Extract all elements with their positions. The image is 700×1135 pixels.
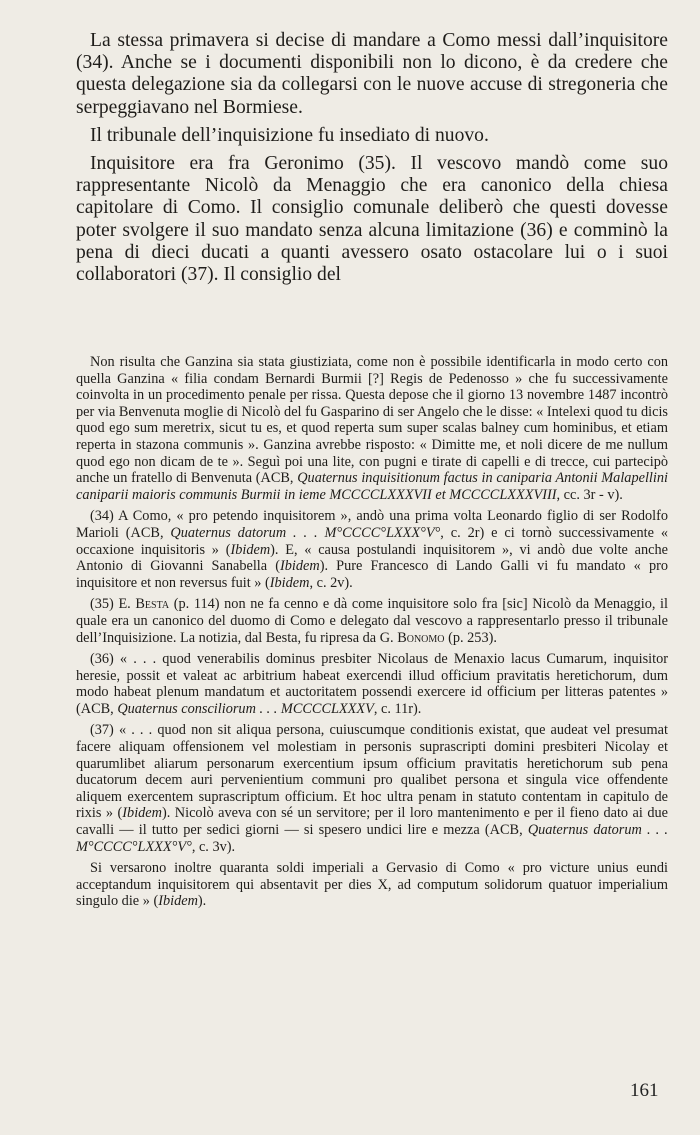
footnote-source-title: Quaternus datorum . . . M°CCCC°LXXX°V°	[170, 524, 441, 541]
footnote-source-title: Quaternus consciliorum . . . MCCCCLXXXV	[117, 700, 374, 717]
footnote-text: ). Nicolò aveva con sé un servitore; per il loro mantenimento e per il fieno dato ai due cavalli — il tutto per sedici giorni — si spesero undici lire e mezza (ACB,	[76, 805, 668, 839]
footnote-author: Besta	[135, 596, 170, 613]
footnote-text: (p. 114) non ne fa cenno e dà come inquisitore solo fra [sic] Nicolò da Menaggio, il quale era un canonico del duomo di Como e delegato dal vescovo a rappresentarlo presso il tribunale dell’Inquisizione. La notizia, dal Besta, fu ripresa da G.	[76, 596, 668, 646]
footnote-text: (34) A Como, « pro petendo inquisitorem », andò una prima volta Leonardo figlio di ser Rodolfo Marioli (ACB,	[76, 508, 668, 541]
footnotes	[76, 354, 668, 910]
footnote-text: ). E, « causa postulandi inquisitorem », vi andò due volte anche Antonio di Giovanni Sanabella (	[76, 541, 668, 575]
footnote-ibidem: Ibidem	[122, 805, 162, 822]
footnote-37-continued	[76, 860, 668, 910]
paragraph-2: Il tribunale dell’inquisizione fu insediato di nuovo.	[90, 124, 489, 146]
page-number: 161	[630, 1080, 659, 1101]
footnote-source-title: Quaternus datorum . . . M°CCCC°LXXX°V°	[76, 822, 668, 855]
footnote-ibidem: Ibidem	[279, 558, 320, 575]
footnote-37	[76, 722, 668, 855]
footnote-text: (p. 253).	[444, 629, 497, 646]
footnote-34	[76, 508, 668, 591]
footnote-ibidem: Ibidem	[269, 574, 310, 591]
footnote-text: ).	[197, 893, 207, 910]
footnote-text: , c. 11r).	[373, 700, 422, 717]
main-text	[76, 30, 668, 286]
footnote-text: (35) E.	[90, 596, 136, 613]
footnote-35	[76, 596, 668, 646]
footnote-text: , c. 2v).	[309, 574, 353, 591]
footnote-source-title: Quaternus inquisitionum factus in caniparia Antonii Malapellini caniparii maioris communis Burmii in ieme MCCCCLXXXVII et MCCCCLXXXVIII	[76, 470, 668, 503]
footnote-ibidem: Ibidem	[158, 893, 198, 910]
footnote-text: , c. 3v).	[191, 838, 236, 855]
footnote-text: , c. 2r) e ci tornò successivamente « occaxione inquisitoris » (	[76, 524, 669, 558]
footnote-author: Bonomo	[397, 629, 445, 646]
footnote-text: Non risulta che Ganzina sia stata giustiziata, come non è possibile identificarla in modo certo con quella Ganzina « filia condam Bernardi Burmii [?] Regis de Pedenosso » che fu successivamente coinvolta in un procedimento penale per rissa. Questa depose che il giorno 13 novembre 1487 incontrò per via Benvenuta moglie di Nicolò del fu Gasparino di ser Angelo che le disse: « Intelexi quod tu dicis quod ego sum meretrix, sicut tu es, et quod reperta sum super scalas balney cum hominibus, et etiam reperta in stazona communis ». Ganzina avrebbe risposto: « Dimitte me, et noli dicere de me nullum quod ego non dicam de te ». Seguì poi una lite, con pugni e tirate di capelli e di trecce, cui partecipò anche un fratello di Benvenuta (ACB,	[76, 354, 668, 487]
paragraph-1: La stessa primavera si decise di mandare a Como messi dall’inquisitore (34). Anche se i documenti disponibili non lo dicono, è da credere che questa delegazione sia da collegarsi con le nuove accuse di stregoneria che serpeggiavano nel Bormiese.	[76, 30, 668, 118]
footnote-text: (36) « . . . quod venerabilis dominus presbiter Nicolaus de Menaxio lacus Cumarum, inquisitor heresie, possit et valeat ac arbitrium habeat exercendi illud officium pravitatis heretichorum, dum modo habeat plenum mandatum et auctoritatem possendi exercere id officium per litteras patentes » (ACB,	[76, 651, 668, 717]
footnote-continued	[76, 354, 668, 503]
footnote-ibidem: Ibidem	[230, 541, 271, 558]
footnote-text: ). Pure Francesco di Lando Galli vi fu mandato « pro inquisitore et non reversus fuit » (	[76, 558, 669, 591]
paragraph-3: Inquisitore era fra Geronimo (35). Il vescovo mandò come suo rappresentante Nicolò da Menaggio che era canonico della chiesa capitolare di Como. Il consiglio comunale deliberò che questi dovesse poter svolgere il suo mandato senza alcuna limitazione (36) e comminò la pena di dieci ducati a quanti avessero osato ostacolare lui o i suoi collaboratori (37). Il consiglio del	[76, 153, 668, 286]
footnote-text: Si versarono inoltre quaranta soldi imperiali a Gervasio di Como « pro victure unius eundi acceptandum inquisitorem qui absentavit per dies X, ad computum solidorum quatuor imperialium singulo die » (	[76, 860, 668, 910]
footnote-text: , cc. 3r - v).	[556, 486, 623, 503]
footnote-36	[76, 651, 668, 717]
footnote-text: (37) « . . . quod non sit aliqua persona, cuiuscumque conditionis existat, que audeat vel presumat facere aliquam offensionem vel molestiam in personis suprascripti domini presbiteri Nicolay et quarumlibet aliarum personarum exercentium ipsum officium pravitatis heretichorum sub pena ducatorum decem auri pervenientium communi pro qualibet persona et singula vice offendente aliquem exercentem suprascriptum officium. Et hoc ultra penam in statuto contentam in capitulo de rixis » (	[76, 722, 668, 822]
